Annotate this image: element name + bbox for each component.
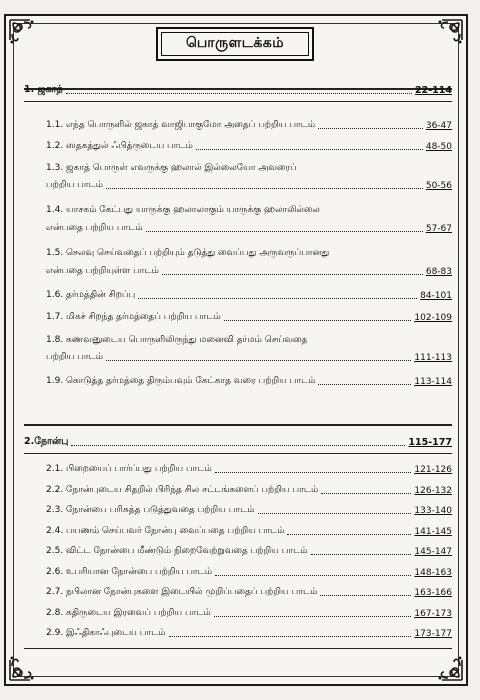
toc-item-text: 1.7. மிகச் சிறந்த தர்மத்தைப் பற்றிய பாடம் xyxy=(46,312,221,322)
toc-item-text: 1.2. ஸதகத்துல் ஃபித்ருடைய பாடம் xyxy=(46,141,193,151)
toc-page-range[interactable]: 133-140 xyxy=(414,506,452,516)
toc-item-text: என்பதை பற்றிய பாடம் xyxy=(46,223,143,233)
section-underline xyxy=(24,453,452,454)
leader-dots xyxy=(215,471,412,473)
leader-dots xyxy=(214,615,412,617)
corner-ornament-icon xyxy=(8,648,42,682)
toc-item-text: 1.8. கணவனுடைய பொருளிலிருந்து மனைவி தர்மம் செய்வதை xyxy=(46,335,308,345)
toc-item-text: பற்றிய பாடம் xyxy=(46,180,103,190)
corner-ornament-icon xyxy=(430,18,464,52)
section-divider xyxy=(24,424,452,426)
toc-item-text: 2.4. பயணம் செய்பவர் நோன்பு வைப்பதை பற்றிய பாடம் xyxy=(46,526,285,536)
toc-page-range[interactable]: 36-47 xyxy=(425,121,452,131)
toc-item-row[interactable] xyxy=(24,120,452,131)
toc-item-text: 1.9. கொடுத்த தர்மத்தை திரும்பவும் கேட்காத வரை பற்றிய பாடம் xyxy=(46,376,316,386)
toc-item-text: 2.8. கதிருடைய இரவைப் பற்றிய பாடம் xyxy=(46,608,211,618)
toc-page-range[interactable]: 148-163 xyxy=(414,568,452,578)
toc-section-row[interactable] xyxy=(24,84,452,96)
corner-ornament-icon xyxy=(430,648,464,682)
toc-page-range[interactable]: 48-50 xyxy=(425,142,452,152)
toc-item-row[interactable] xyxy=(24,485,452,496)
toc-page-range[interactable]: 115-177 xyxy=(408,437,452,448)
toc-item-text: 2.5. விட்ட நோன்பை மீண்டும் நிறைவேற்றுவதை பற்றிய பாடம் xyxy=(46,546,308,556)
toc-item-text: பற்றிய பாடம் xyxy=(46,352,103,362)
toc-item-row[interactable] xyxy=(24,223,452,234)
toc-item-row[interactable] xyxy=(24,546,452,557)
leader-dots xyxy=(318,383,411,385)
toc-item-row[interactable] xyxy=(24,376,452,387)
toc-item-row[interactable] xyxy=(24,290,452,301)
toc-item-row[interactable] xyxy=(24,464,452,475)
toc-item-text: 2.1. பிறையைப் பார்ப்பது பற்றிய பாடம் xyxy=(46,464,212,474)
leader-dots xyxy=(106,359,411,361)
toc-page-range[interactable]: 102-109 xyxy=(414,313,452,323)
toc-item-row[interactable] xyxy=(24,352,452,363)
leader-dots xyxy=(258,512,412,514)
toc-section-title: 2.நோன்பு xyxy=(24,436,69,447)
toc-page-range[interactable]: 141-145 xyxy=(414,527,452,537)
section-underline xyxy=(24,101,452,102)
toc-bottom-rule xyxy=(24,648,452,649)
corner-ornament-icon xyxy=(8,18,42,52)
toc-page-range[interactable]: 22-114 xyxy=(415,85,452,96)
leader-dots xyxy=(318,127,423,129)
toc-page-range[interactable]: 113-114 xyxy=(414,377,452,387)
toc-page-range[interactable]: 173-177 xyxy=(414,629,452,639)
toc-item-text: 2.6. உபரியான நோன்பை பற்றிய பாடம் xyxy=(46,567,212,577)
toc-item-text: 2.9. இஃதிகாஃபுடைய பாடம் xyxy=(46,628,166,638)
toc-page-range[interactable]: 126-132 xyxy=(414,486,452,496)
leader-dots xyxy=(287,533,411,535)
leader-dots xyxy=(196,148,423,150)
toc-item-text: 1.3. ஜகாத் பொருள் எவருக்கு ஹலால் இல்லையோ அவரைப் xyxy=(46,163,297,173)
toc-page-range[interactable]: 50-56 xyxy=(425,181,452,191)
toc-section-title: 1. ஜகாத் xyxy=(24,84,63,95)
toc-page-range[interactable]: 111-113 xyxy=(414,353,452,363)
toc-item-row[interactable] xyxy=(24,505,452,516)
leader-dots xyxy=(311,553,412,555)
toc-item-row[interactable] xyxy=(24,567,452,578)
toc-item-row[interactable] xyxy=(24,312,452,323)
leader-dots xyxy=(169,635,412,637)
toc-page-range[interactable]: 84-101 xyxy=(420,291,452,301)
toc-item-text: 2.2. நோன்புடைய சிதறில் பிரிந்த சில சட்டங்களைப் பற்றிய பாடம் xyxy=(46,485,319,495)
leader-dots xyxy=(162,273,423,275)
toc-item-text: 1.5. செலவு செய்வதைப் பற்றியும் தடுத்து வைப்பது அருவருப்பானது xyxy=(46,248,330,258)
leader-dots xyxy=(215,574,411,576)
toc-item-text: 2.7. நபிலான நோன்புகளை இடையில் முறிப்பதைப் பற்றிய பாடம் xyxy=(46,587,318,597)
toc-section-row[interactable] xyxy=(24,436,452,448)
toc-item-row[interactable] xyxy=(24,628,452,639)
toc-item-row[interactable] xyxy=(24,587,452,598)
toc-item-row[interactable] xyxy=(24,180,452,191)
toc-item-text: 1.4. யாசகம் கேட்பது யாருக்கு ஹலாலாகும் யாருக்கு ஹலாலில்லை xyxy=(46,205,320,215)
toc-item-text: என்பதை பற்றியுள்ள பாடம் xyxy=(46,266,159,276)
page-title: பொருளடக்கம் xyxy=(161,32,309,56)
leader-dots xyxy=(66,92,412,94)
toc-item-text: 1.6. தர்மத்தின் சிறப்பு xyxy=(46,290,136,300)
leader-dots xyxy=(320,594,411,596)
toc-page-range[interactable]: 145-147 xyxy=(414,547,452,557)
toc-page-range[interactable]: 57-67 xyxy=(425,224,452,234)
toc-page-range[interactable]: 167-173 xyxy=(414,609,452,619)
toc-page-range[interactable]: 121-126 xyxy=(414,465,452,475)
toc-item-row[interactable] xyxy=(24,608,452,619)
leader-dots xyxy=(106,187,423,189)
leader-dots xyxy=(146,230,423,232)
toc-item-text: 1.1. எந்த பொருளில் ஜகாத் வாஜிபாகுமோ அதைப் பற்றிய பாடம் xyxy=(46,120,316,130)
title-frame xyxy=(156,27,314,61)
toc-page xyxy=(4,14,468,686)
leader-dots xyxy=(224,319,412,321)
leader-dots xyxy=(321,492,411,494)
toc-item-row[interactable] xyxy=(24,526,452,537)
leader-dots xyxy=(71,444,405,446)
toc-page-range[interactable]: 163-166 xyxy=(414,588,452,598)
toc-item-row[interactable] xyxy=(24,266,452,277)
toc-item-text: 2.3. நோன்பை பரிசுத்த படுத்துவதை பற்றிய பாடம் xyxy=(46,505,255,515)
toc-page-range[interactable]: 68-83 xyxy=(425,267,452,277)
toc-item-row[interactable] xyxy=(24,141,452,152)
leader-dots xyxy=(138,297,417,299)
